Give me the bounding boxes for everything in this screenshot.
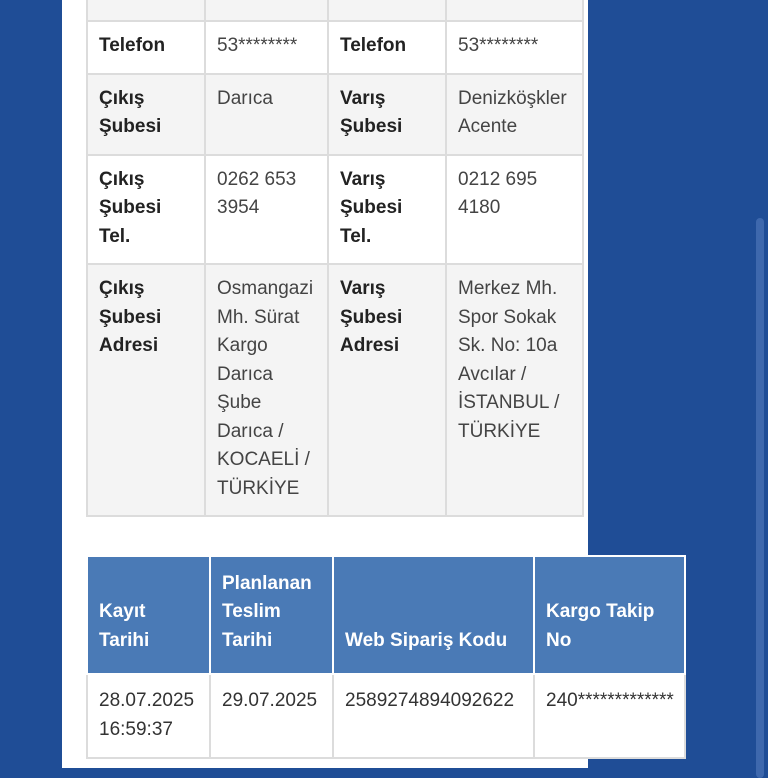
table-row	[87, 0, 583, 21]
arrival-branch-address-value: Merkez Mh. Spor Sokak Sk. No: 10a Avcılar / İSTANBUL / TÜRKİYE	[446, 264, 583, 516]
departure-branch-address-label: Çıkış Şubesi Adresi	[87, 264, 205, 516]
arrival-branch-label: Varış Şubesi	[328, 74, 446, 155]
receiver-phone-label: Telefon	[328, 21, 446, 74]
table-header-row	[87, 556, 685, 674]
branch-details-table	[86, 0, 584, 517]
cell-value	[205, 0, 328, 21]
header-web-order-code: Web Sipariş Kodu	[333, 556, 534, 674]
table-row	[87, 74, 583, 155]
header-created-date: Kayıt Tarihi	[87, 556, 210, 674]
arrival-branch-address-label: Varış Şubesi Adresi	[328, 264, 446, 516]
planned-delivery-value: 29.07.2025	[210, 674, 333, 758]
departure-branch-value: Darıca	[205, 74, 328, 155]
arrival-branch-phone-value: 0212 695 4180	[446, 155, 583, 265]
sender-phone-label: Telefon	[87, 21, 205, 74]
table-row	[87, 674, 685, 758]
arrival-branch-phone-label: Varış Şubesi Tel.	[328, 155, 446, 265]
cell-label	[328, 0, 446, 21]
shipment-summary-table	[86, 555, 686, 759]
cell-value	[446, 0, 583, 21]
table-row	[87, 21, 583, 74]
page-scrollbar[interactable]	[756, 218, 764, 778]
tracking-number-value: 240*************	[534, 674, 685, 758]
sender-phone-value: 53********	[205, 21, 328, 74]
header-planned-delivery: Planlanan Teslim Tarihi	[210, 556, 333, 674]
departure-branch-address-value: Osmangazi Mh. Sürat Kargo Darıca Şube Darıca / KOCAELİ / TÜRKİYE	[205, 264, 328, 516]
header-tracking-number: Kargo Takip No	[534, 556, 685, 674]
receiver-phone-value: 53********	[446, 21, 583, 74]
created-date-value: 28.07.2025 16:59:37	[87, 674, 210, 758]
table-row	[87, 155, 583, 265]
cell-label	[87, 0, 205, 21]
web-order-code-value: 2589274894092622	[333, 674, 534, 758]
departure-branch-phone-label: Çıkış Şubesi Tel.	[87, 155, 205, 265]
table-row	[87, 264, 583, 516]
arrival-branch-value: Denizköşkler Acente	[446, 74, 583, 155]
departure-branch-label: Çıkış Şubesi	[87, 74, 205, 155]
departure-branch-phone-value: 0262 653 3954	[205, 155, 328, 265]
